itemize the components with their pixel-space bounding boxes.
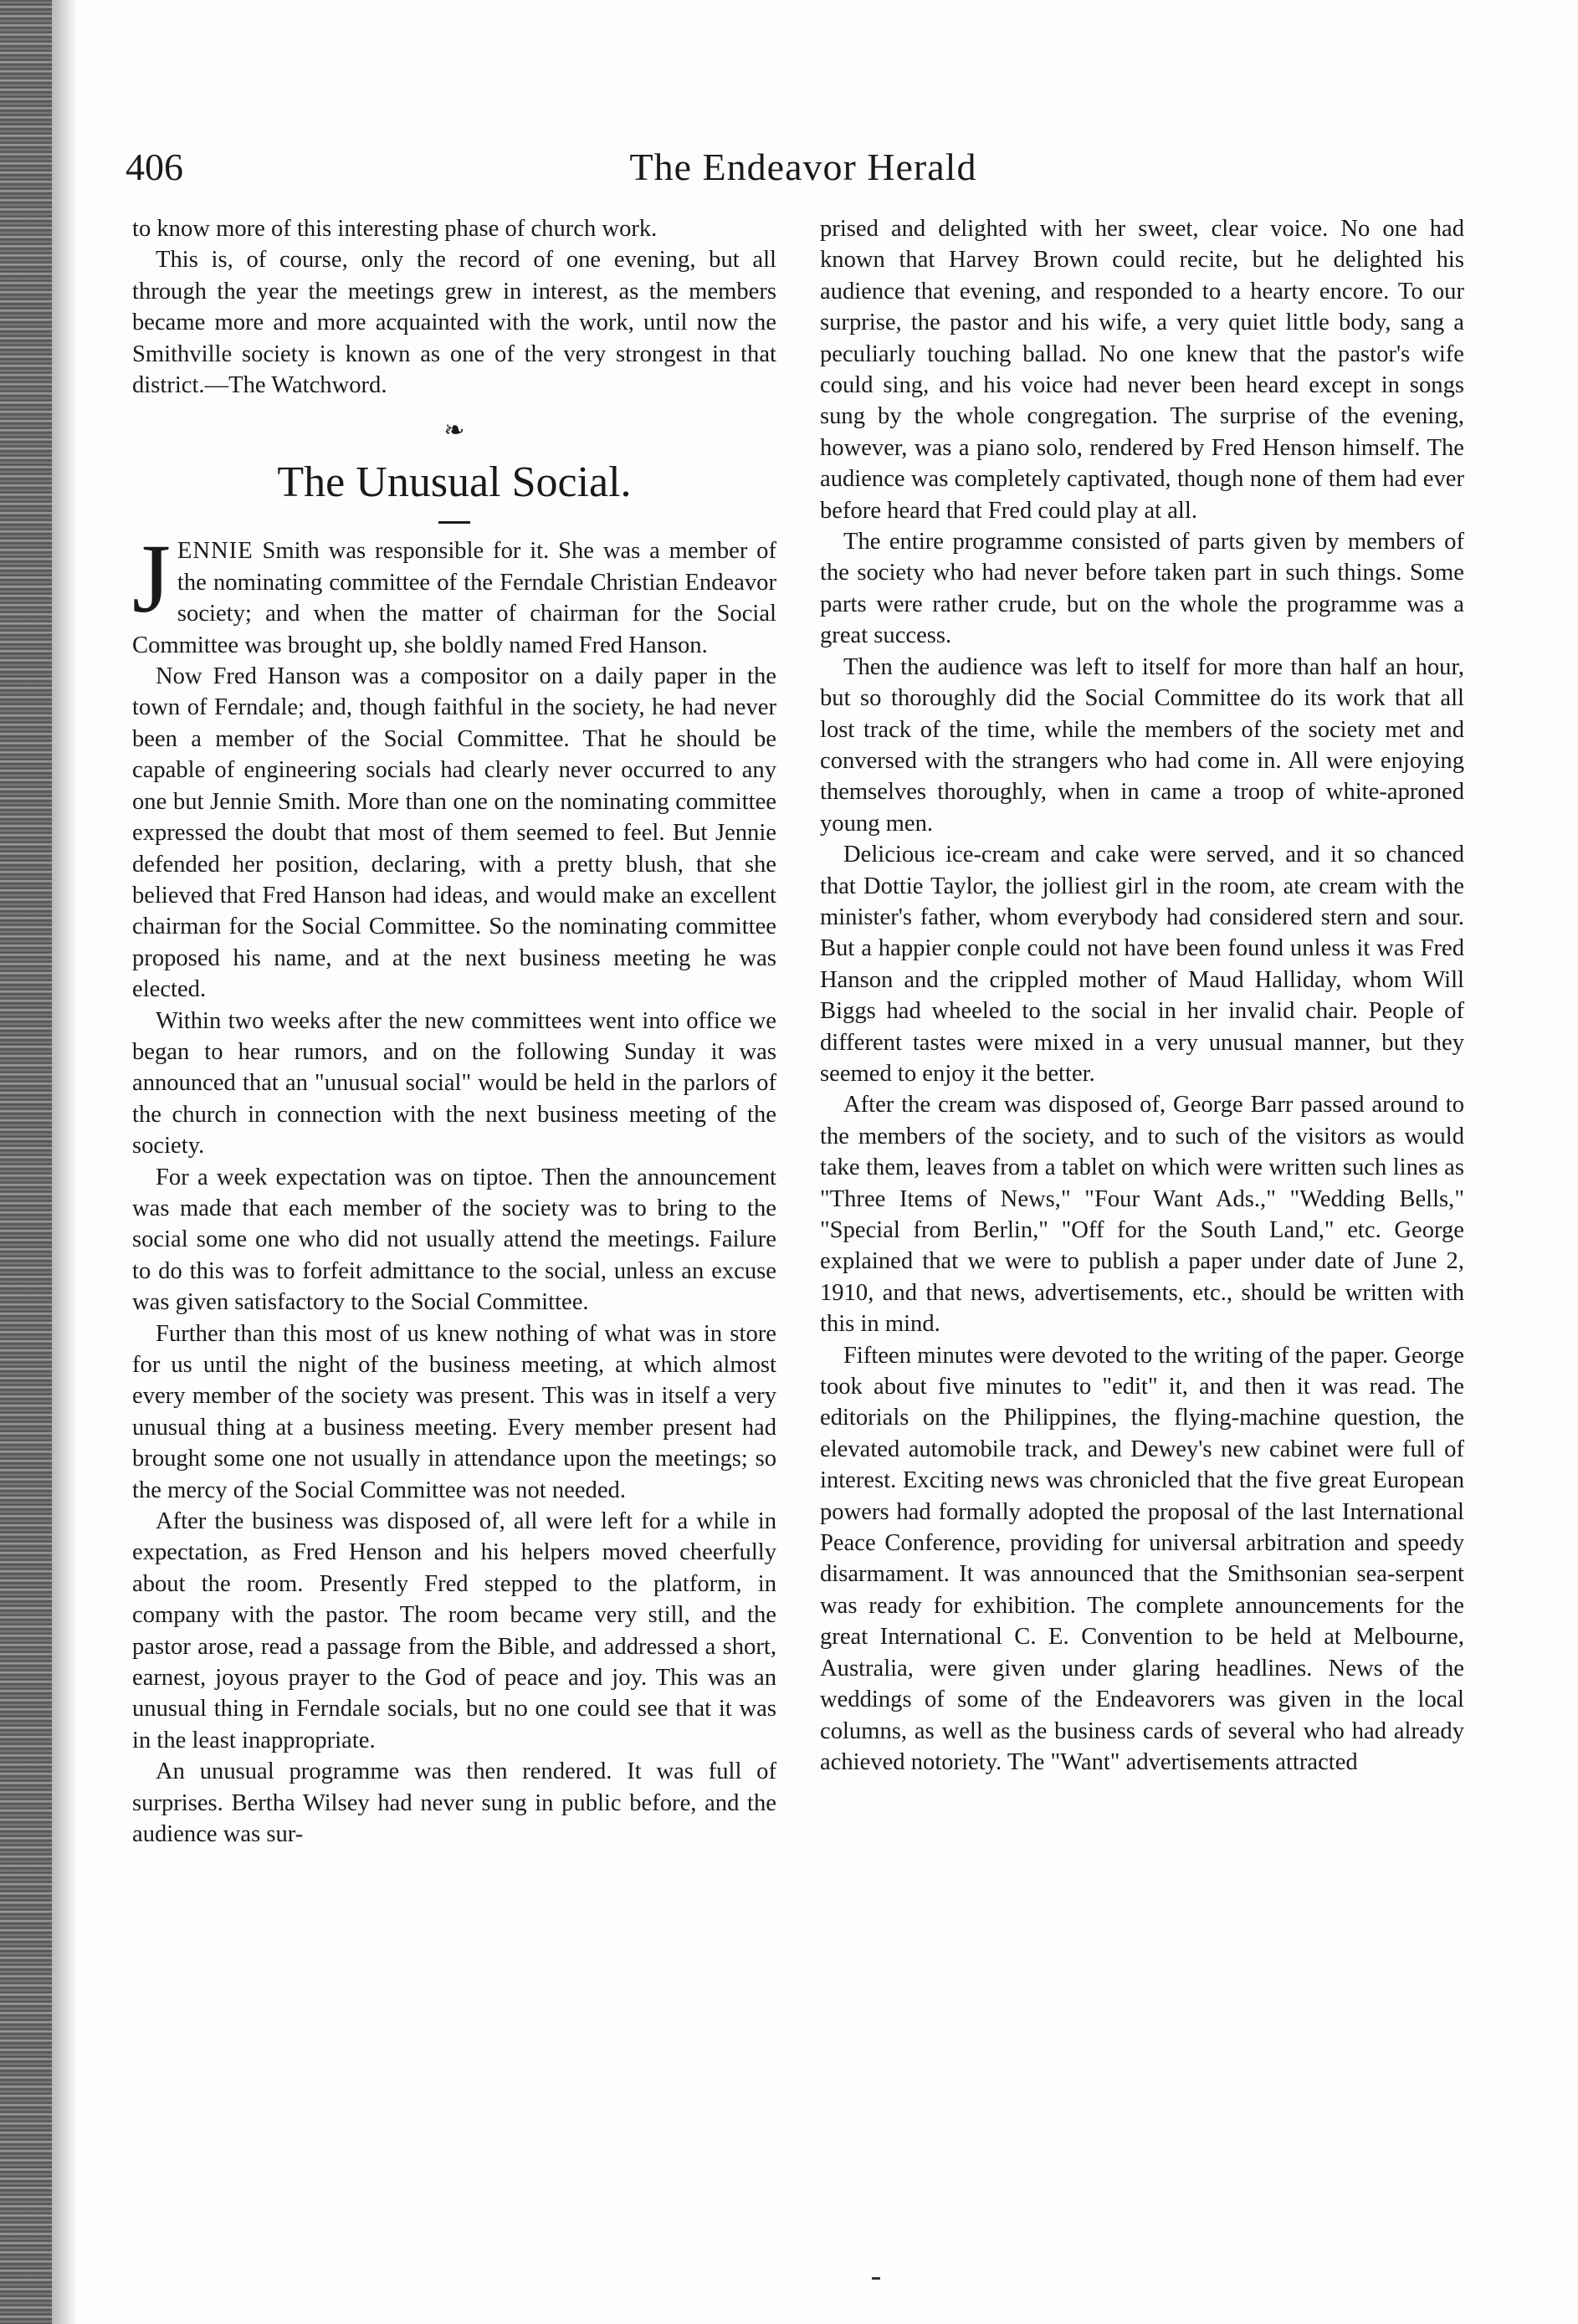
first-paragraph-text: Smith was responsible for it. She was a member of the nominating committee of the Ferndale Christian Endeavor society; and when the matter of chairman for the Social Committee was brought up, she boldly named Fred Hanson. xyxy=(132,538,776,658)
body-paragraph: Then the audience was left to itself for more than half an hour, but so thoroughly did the Social Committee do its work that all lost track of the time, while the members of the society met and conversed with the strangers who had come in. All were enjoying themselves thoroughly, when in came a troop of white-aproned young men. xyxy=(820,653,1464,837)
body-paragraph: For a week expectation was on tiptoe. Then the announcement was made that each member of the society was to bring to the social some one who did not usually attend the meetings. Failure to do this was to forfeit admittance to the social, unless an excuse was given satisfactory to the Social Committee. xyxy=(132,1164,776,1316)
body-paragraph: After the business was disposed of, all were left for a while in expectation, as Fred Henson and his helpers moved cheerfully about the room. Presently Fred stepped to the platform, in company with the pastor. The room became very still, and the pastor arose, read a passage from the Bible, and addressed a short, earnest, joyous prayer to the God of peace and joy. This was an unusual thing in Ferndale socials, but no one could see that it was in the least inappropriate. xyxy=(132,1508,776,1753)
intro-paragraph-2: This is, of course, only the record of one evening, but all through the year the meetings grew in interest, as the members became more and more acquainted with the work, until now the Smithville society is known as one of the very strongest in that district.—The Watchword. xyxy=(132,247,776,399)
left-column xyxy=(132,213,776,1850)
page-header xyxy=(126,138,1481,197)
body-paragraph: The entire programme consisted of parts given by members of the society who had never before taken part in such things. Some parts were rather crude, but on the whole the programme was a great success. xyxy=(820,529,1464,649)
book-binding-edge xyxy=(0,0,52,2324)
page-number: 406 xyxy=(126,146,183,188)
binding-shadow xyxy=(52,0,77,2324)
body-paragraph: Fifteen minutes were devoted to the writing of the paper. George took about five minutes to "edit" it, and then it was read. The editorials on the Philippines, the flying-machine question, the elevated automobile track, and Dewey's new cabinet were full of interest. Exciting news was chronicled that the five great European powers had formally adopted the proposal of the last International Peace Conference, providing for universal arbitration and speedy disarmament. It was announced that the Smithsonian sea-serpent was ready for exhibition. The complete announcements for the great International C. E. Convention to be held at Melbourne, Australia, were given under glaring headlines. News of the weddings of some of the Endeavorers was given in the local columns, as well as the business cards of several who had already achieved notoriety. The "Want" advertisements attracted xyxy=(820,1342,1464,1775)
right-column xyxy=(820,213,1464,1778)
body-paragraph: Within two weeks after the new committees went into office we began to hear rumors, and on the following Sunday it was announced that an "unusual social" would be held in the parlors of the church in connection with the next business meeting of the society. xyxy=(132,1007,776,1159)
print-mark xyxy=(872,2277,880,2280)
body-paragraph: Further than this most of us knew nothing of what was in store for us until the night of the business meeting, at which almost every member of the society was present. This was in itself a very unusual thing at a business meeting. Every member present had brought some one not usually in attendance upon the meetings; so the mercy of the Social Committee was not needed. xyxy=(132,1320,776,1503)
journal-title: The Endeavor Herald xyxy=(629,146,977,188)
ornament-icon: ❧ xyxy=(443,417,465,445)
article-title: The Unusual Social. xyxy=(277,458,632,507)
intro-paragraph-1: to know more of this interesting phase of church work. xyxy=(132,216,658,242)
body-paragraph: An unusual programme was then rendered. It was full of surprises. Bertha Wilsey had never sung in public before, and the audience was sur- xyxy=(132,1758,776,1848)
body-paragraph: Now Fred Hanson was a compositor on a daily paper in the town of Ferndale; and, though faithful in the society, he had never been a member of the Social Committee. That he should be capable of engineering socials had clearly never occurred to any one but Jennie Smith. More than one on the nominating committee expressed the doubt that most of them seemed to feel. But Jennie defended her position, declaring, with a pretty blush, that she believed that Fred Hanson had ideas, and would make an excellent chairman for the Social Committee. So the nominating committee proposed his name, and at the next business meeting he was elected. xyxy=(132,663,776,1003)
first-word: ENNIE xyxy=(177,538,254,565)
body-paragraph: After the cream was disposed of, George Barr passed around to the members of the society, and to such of the visitors as would take them, leaves from a tablet on which were written such lines as "Three Items of News," "Four Want Ads.," "Wedding Bells," "Special from Berlin," "Off for the South Land," etc. George explained that we were to publish a paper under date of June 2, 1910, and that news, advertisements, etc., should be written with this in mind. xyxy=(820,1092,1464,1338)
body-paragraph: Delicious ice-cream and cake were served, and it so chanced that Dottie Taylor, the jolliest girl in the room, ate cream with the minister's father, whom everybody had considered stern and sour. But a happier conple could not have been found unless it was Fred Hanson and the crippled mother of Maud Halliday, whom Will Biggs had wheeled to the social in her invalid chair. People of different tastes were mixed in a very unusual manner, but they seemed to enjoy it the better. xyxy=(820,842,1464,1087)
title-rule xyxy=(438,521,470,524)
drop-cap: J xyxy=(132,524,171,634)
first-paragraph xyxy=(132,524,776,661)
continuation-paragraph: prised and delighted with her sweet, clear voice. No one had known that Harvey Brown could recite, but he delighted his audience that evening, and responded to a hearty encore. To our surprise, the pastor and his wife, a very quiet little body, sang a peculiarly touching ballad. No one knew that the pastor's wife could sing, and his voice had never been heard except in songs sung by the whole congregation. The surprise of the evening, however, was a piano solo, rendered by Fred Henson himself. The audience was completely captivated, though none of them had ever before heard that Fred could play at all. xyxy=(820,216,1464,524)
